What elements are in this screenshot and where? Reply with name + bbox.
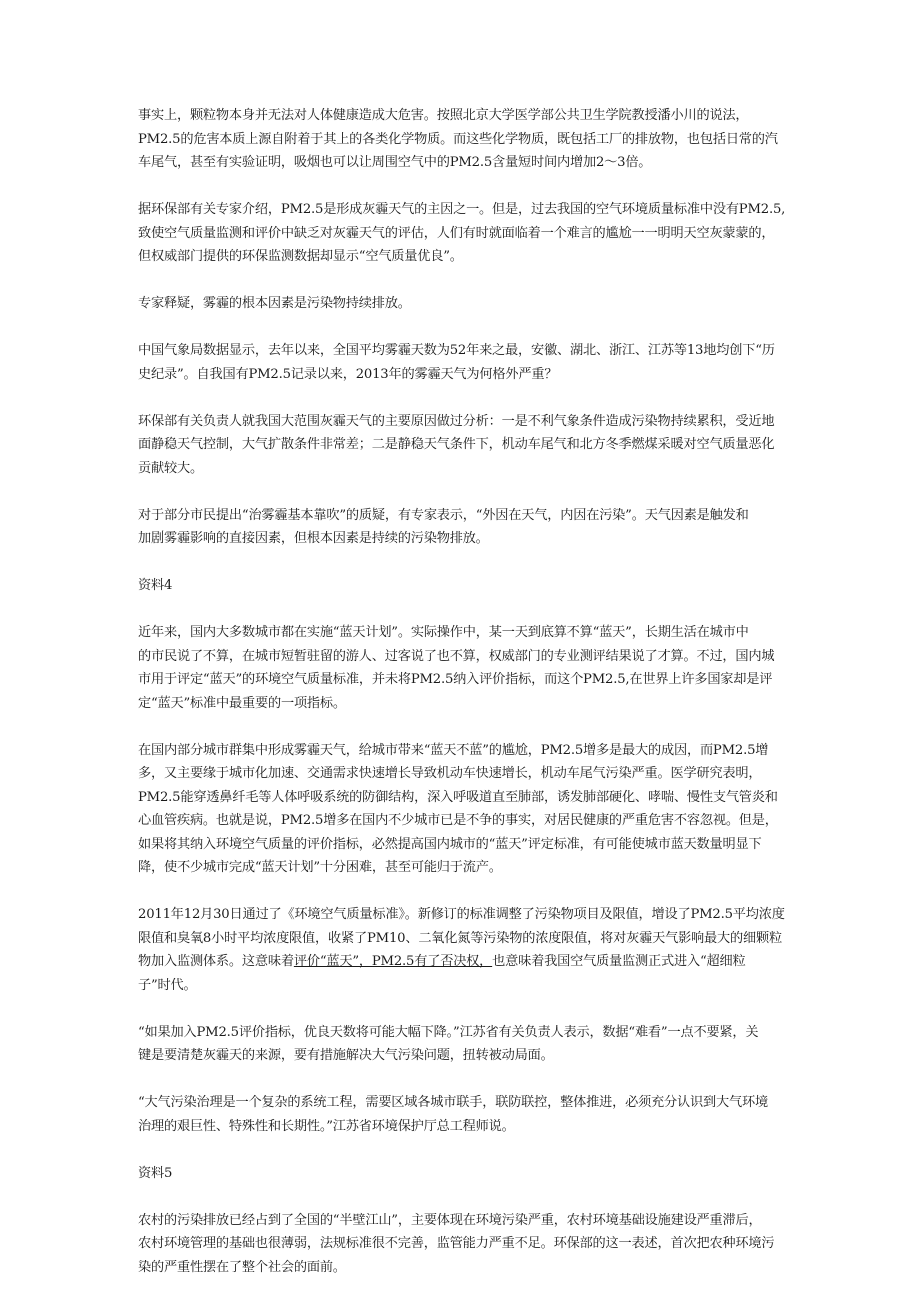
text-line: 据环保部有关专家介绍，PM2.5是形成灰霾天气的主因之一。但是，过去我国的空气环境质量标准中没有PM2.5, (138, 202, 786, 217)
text-line: 的市民说了不算，在城市短暂驻留的游人、过客说了也不算，权威部门的专业测评结果说了才算。不过，国内城 (138, 648, 775, 664)
text-line: 定“蓝天”标准中最重要的一项指标。 (138, 695, 346, 711)
text-line: “如果加入PM2.5评价指标，优良天数将可能大幅下降。”江苏省有关负责人表示，数据“难看”一点不要紧，关 (138, 1024, 759, 1040)
paragraph-expert-explanation (138, 292, 786, 316)
text-line-mixed (138, 950, 786, 974)
document-page (138, 104, 786, 1303)
text-line: 子”时代。 (138, 977, 197, 993)
paragraph-cause-analysis (138, 410, 786, 481)
section-heading-material-4 (138, 574, 786, 598)
text-line: 市用于评定“蓝天”的环境空气质量标准，并未将PM2.5纳入评价指标，而这个PM2.5,在世界上许多国家却是评 (138, 672, 773, 687)
text-line: 农村的污染排放已经占到了全国的“半壁江山”，主要体现在环境污染严重，农村环境基础设施建设严重滞后， (138, 1212, 762, 1228)
section-title: 资料4 (138, 578, 173, 593)
text-line: 多，又主要缘于城市化加速、交通需求快速增长导致机动车快速增长，机动车尾气污染严重。医学研究表明， (138, 766, 762, 781)
paragraph-chief-engineer (138, 1091, 786, 1138)
text-line: 贡献较大。 (138, 460, 203, 476)
paragraph-city-haze (138, 739, 786, 880)
paragraph-meteorology-data (138, 339, 786, 386)
section-heading-material-5 (138, 1162, 786, 1186)
text-line: 环保部有关负责人就我国大范围灰霾天气的主要原因做过分析：一是不利气象条件造成污染物持续累积，受近地 (138, 413, 775, 429)
text-segment: 也意味着我国空气质量监测正式进入“超细粒 (492, 954, 746, 969)
paragraph-particulate-harm (138, 104, 786, 175)
text-line: 专家释疑，雾霾的根本因素是污染物持续排放。 (138, 296, 411, 311)
text-line: 对于部分市民提出“治雾霾基本靠吹”的质疑，有专家表示，“外因在天气，内因在污染”。天气因素是触发和 (138, 507, 749, 523)
paragraph-rural-pollution (138, 1209, 786, 1280)
text-line: 染的严重性摆在了整个社会的面前。 (138, 1259, 346, 1275)
text-line: 史纪录”。自我国有PM2.5记录以来，2013年的雾霾天气为何格外严重？ (138, 366, 558, 382)
text-line: 面静稳天气控制，大气扩散条件非常差；二是静稳天气条件下，机动车尾气和北方冬季燃煤采暖对空气质量恶化 (138, 437, 775, 452)
text-line: 农村环境管理的基础也很薄弱，法规标准很不完善，监管能力严重不足。环保部的这一表述，首次把农种环境污 (138, 1236, 775, 1251)
text-line: 事实上，颗粒物本身并无法对人体健康造成大危害。按照北京大学医学部公共卫生学院教授潘小川的说法， (138, 108, 749, 123)
text-line: 但权威部门提供的环保监测数据却显示“空气质量优良”。 (138, 249, 463, 264)
text-line: 致使空气质量监测和评价中缺乏对灰霾天气的评估，人们有时就面临着一个难言的尴尬一一明明天空灰蒙蒙的， (138, 225, 775, 241)
paragraph-haze-standard (138, 198, 786, 269)
text-line: 如果将其纳入环境空气质量的评价指标，必然提高国内城市的“蓝天”评定标准，有可能使城市蓝天数量明显下 (138, 836, 762, 852)
text-line: 近年来，国内大多数城市都在实施“蓝天计划”。实际操作中，某一天到底算不算“蓝天”，长期生活在城市中 (138, 625, 749, 640)
text-line: 中国气象局数据显示，去年以来，全国平均雾霾天数为52年来之最，安徽、湖北、浙江、江苏等13地均创下“历 (138, 343, 775, 358)
section-title: 资料5 (138, 1165, 173, 1181)
text-line: 2011年12月30日通过了《环境空气质量标准》。新修订的标准调整了污染物项目及限值，增设了PM2.5平均浓度 (138, 907, 785, 922)
paragraph-air-quality-standard (138, 903, 786, 997)
text-line: 加剧雾霾影响的直接因素，但根本因素是持续的污染物排放。 (138, 531, 489, 546)
paragraph-blue-sky-plan (138, 621, 786, 715)
text-line: 心血管疾病。也就是说，PM2.5增多在国内不少城市已是不争的事实，对居民健康的严重危害不容忽视。但是， (138, 813, 778, 828)
text-line: 车尾气，甚至有实验证明，吸烟也可以让周围空气中的PM2.5含量短时间内增加2～3倍。 (138, 155, 652, 170)
text-line: “大气污染治理是一个复杂的系统工程，需要区域各城市联手，联防联控，整体推进，必须充分认识到大气环境 (138, 1095, 768, 1110)
text-line: PM2.5能穿透鼻纤毛等人体呼吸系统的防御结构，深入呼吸道直至肺部，诱发肺部硬化、哮喘、慢性支气管炎和 (138, 789, 778, 805)
text-segment: 物加入监测体系。这意味着 (138, 954, 294, 969)
underlined-text: 评价“蓝天”，PM2.5有了否决权， (293, 954, 493, 969)
text-line: PM2.5的危害本质上源自附着于其上的各类化学物质。而这些化学物质，既包括工厂的排放物，也包括日常的汽 (138, 131, 778, 147)
text-line: 降，使不少城市完成“蓝天计划”十分困难，甚至可能归于流产。 (138, 860, 502, 875)
paragraph-citizen-doubt (138, 504, 786, 551)
text-line: 在国内部分城市群集中形成雾霾天气，给城市带来“蓝天不蓝”的尴尬，PM2.5增多是最大的成因，而PM2.5增 (138, 742, 769, 758)
text-line: 治理的艰巨性、特殊性和长期性。”江苏省环境保护厅总工程师说。 (138, 1118, 515, 1134)
text-line: 键是要清楚灰霾天的来源，要有措施解决大气污染问题，扭转被动局面。 (138, 1048, 554, 1063)
text-line: 限值和臭氧8小时平均浓度限值，收紧了PM10、二氧化氮等污染物的浓度限值，将对灰霾天气影响最大的细颗粒 (138, 930, 782, 946)
paragraph-jiangsu-official (138, 1021, 786, 1068)
